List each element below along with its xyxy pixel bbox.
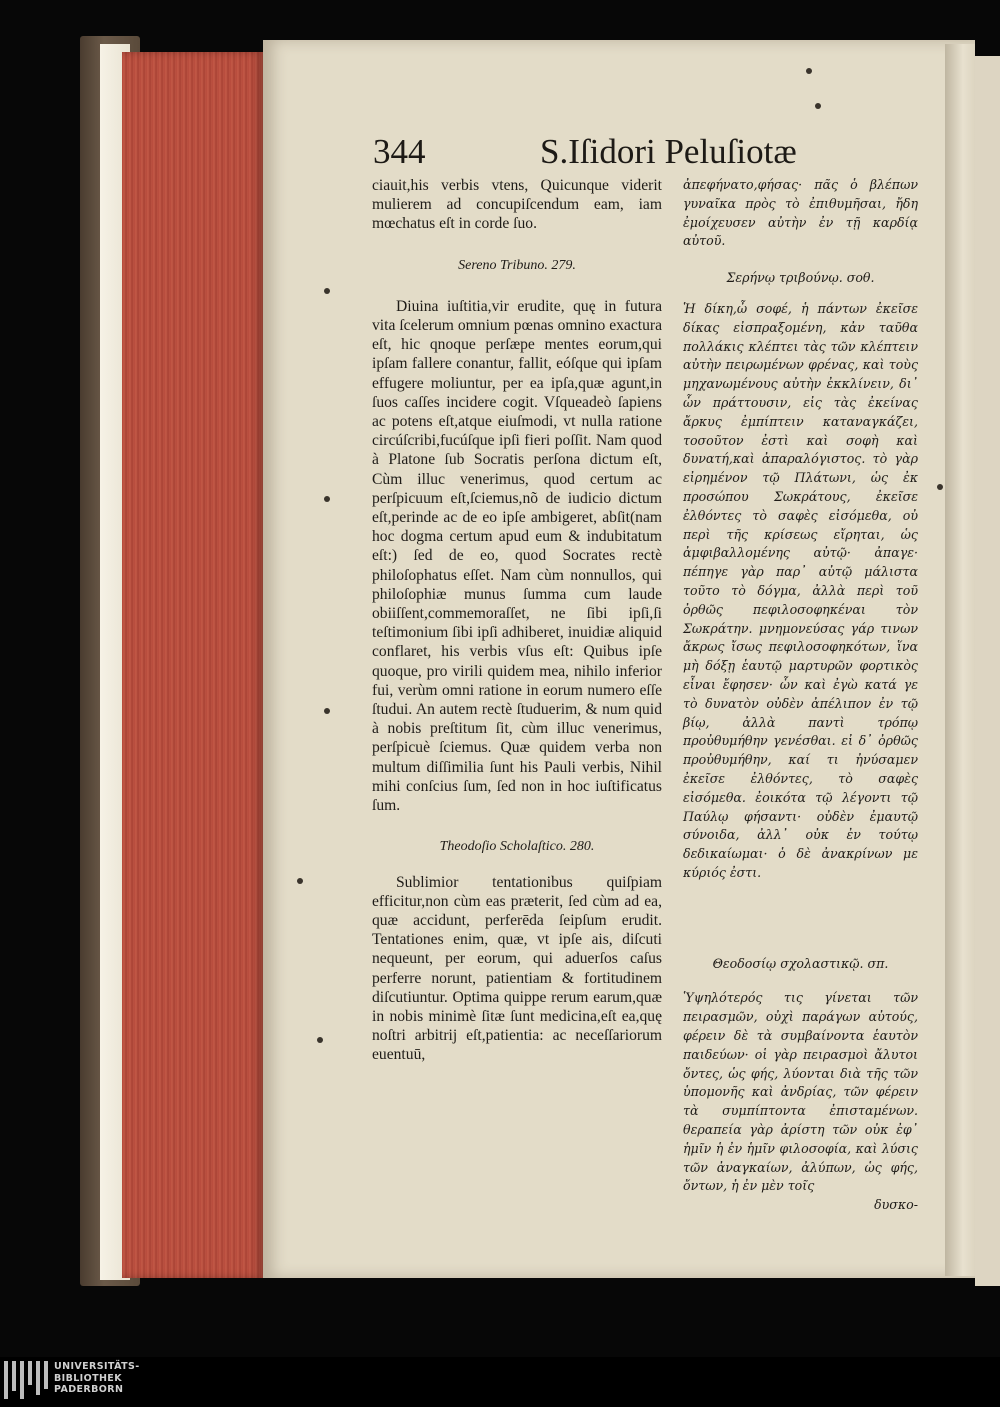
library-name-line-2: BIBLIOTHEK [54, 1372, 122, 1384]
library-name [54, 1361, 140, 1396]
red-page-edges [122, 52, 264, 1278]
latin-letter-279-text: Diuina iuſtitia,vir erudite, quę in futura vita ſcelerum omnium pœnas omnino exactura eſt, hic qnoque perſæpe mentes eorum,qui ipſam fallere conantur, fallit, eóſque qui ipſam effugere moliuntur, per ea ipſa,quæ agunt,in ſuos caſſes incidere cogit. Vſqueadeò ſapiens ac potens eſt,atque eiuſmodi, vt nulla ratione circúſcribi,fucúſque ipſi fieri poſſit. Nam quod à Platone ſub Socratis perſona dictum eſt, Cùm illuc venerimus, quod certum ac perſpicuum eſt,ſciemus,nõ de iudicio dictum eſt,perinde ac de eo ipſe ambigeret, abſit(nam hoc dogma certum apud eum & indubitatum eſt:) ſed de eo, quod Socrates rectè philoſophatus eſſet. Nam cùm nonnullos, qui philoſophiæ munus ſumma cum laude obiiſſent,commemoraſſet, ne ſibi ipſi,ſi teſtimonium ſibi ipſi adhiberet, inuidiæ aliquid conflaret, his verbis vſus eſt: Quibus ipſe quoque, pro virili quidem mea, nihilo inferior fui, verùm omni ratione in eorum numero eſſe ſtudui. An autem rectè ſtuduerim, & num quid à nobis preſtitum ſit, cùm illuc venerimus, perſpicuè ſciemus. Quæ quidem verba non multum diſſimilia ſunt his Pauli verbis, Nihil mihi conſcius ſum, ſed non in hoc iuſtificatus ſum. [372, 297, 662, 815]
binding-hole [324, 288, 330, 294]
latin-letter-280-heading: Theodoſio Scholaſtico. 280. [439, 839, 595, 855]
library-footer [0, 1357, 1000, 1407]
greek-letter-280-heading: Θεοδοσίῳ σχολαστικῷ. σπ. [712, 955, 889, 971]
latin-letter-279-heading: Sereno Tribuno. 279. [458, 257, 576, 273]
greek-letter-279-text: Ἡ δίκη,ὦ σοφέ, ἡ πάντων ἐκεῖσε δίκας εἰσπραξομένη, κἀν ταῦθα πολλάκις κλέπτει τὰς τῶν κλέπτειν αὐτὴν πειρωμένων φρένας, καὶ τοὺς μηχανωμένους αὐτὴν ἐκκλίνειν, δι᾽ ὧν πράττουσιν, εἰς τὰς ἐκείνας ἄρκυς ἐμπίπτειν καταναγκάζει, τοσοῦτον ἐστὶ καὶ σοφὴ καὶ δυνατή,καὶ ἀπαραλόγιστος. τὸ γὰρ εἰρημένον τῷ Πλάτωνι, ὡς ἐκ προσώπου Σωκράτους, ἐκεῖσε ἐλθόντες τὸ σαφὲς εἰσόμεθα, οὐ περὶ τῆς κρίσεως εἴρηται, ὡς ἀμφιβαλλομένης αὐτῷ· ἀπαγε· πέπηγε γὰρ παρ᾽ αὐτῷ μάλιστα τοῦτο τὸ δόγμα, ἀλλὰ περὶ τοῦ ὀρθῶς πεφιλοσοφηκέναι τὸν Σωκράτην. μνημονεύσας γάρ τινων ἄκρως ἴσως πεφιλοσοφηκότων, ἵνα μὴ δόξῃ ἑαυτῷ μαρτυρῶν φορτικὸς εἶναι ἔφησεν· ὧν καὶ ἐγὼ κατά γε τὸ δυνατὸν οὐδὲν ἀπέλιπον ἐν τῷ βίῳ, ἀλλὰ παντὶ τρόπῳ προὐθυμήθην γενέσθαι. εἰ δ᾽ ὀρθῶς προὐθυμήθην, καί τι ἠνύσαμεν ἐκεῖσε ἐλθόντες, τὸ σαφὲς εἰσόμεθα. ἐοικότα τῷ λέγοντι τῷ Παύλῳ φήσαντι· οὐδὲν ἐμαυτῷ σύνοιδα, ἀλλ᾽ οὐκ ἐν τούτῳ δεδικαίωμαι· ὁ δὲ ἀνακρίνων με κύριός ἐστι. [683, 300, 918, 880]
binding-hole [937, 484, 943, 490]
latin-column [372, 176, 662, 1065]
greek-letter-279-heading: Σερήνῳ τριβούνῳ. σοθ. [726, 270, 875, 286]
binding-hole [297, 878, 303, 884]
greek-intro-text: ἀπεφήνατο,φήσας· πᾶς ὁ βλέπων γυναῖκα πρὸς τὸ ἐπιθυμῆσαι, ἤδη ἐμοίχευσεν αὐτὴν ἐν τῇ καρδίᾳ αὐτοῦ. [683, 177, 918, 249]
running-title: S.Iſidori Peluſiotæ [540, 132, 797, 171]
latin-intro-text: ciauit,his verbis vtens, Quicunque viderit mulierem ad concupiſcendum eam, iam mœchatus eſt in corde ſuo. [372, 177, 662, 233]
latin-letter-280-text: Sublimior tentationibus quiſpiam efficitur,non cùm eas præterit, ſed cùm ad ea, quæ accidunt, perferēda ſeipſum erudit. Tentationes enim, quæ, vt ipſe ais, diſcuti nequeunt, per eorum, qui aduerſos caſus perferre norunt, patientiam & fortitudinem diſcutiuntur. Optima quippe rerum earum,quæ in nobis minimè ſitæ ſunt medicina,eſt ea,quę noſtri arbitrij eſt,patientia: ac neceſſariorum euentuū, [372, 873, 662, 1064]
binding-hole [324, 496, 330, 502]
library-logo-icon [4, 1361, 48, 1399]
gutter-shadow [945, 44, 975, 1276]
binding-hole [324, 708, 330, 714]
page-number: 344 [373, 132, 426, 171]
greek-letter-280-text: Ὑψηλότερός τις γίνεται τῶν πειρασμῶν, οὐχὶ παράγων αὐτούς, φέρειν δὲ τὰ συμβαίνοντα ἑαυτὸν παιδεύων· οἱ γὰρ πειρασμοὶ ἄλυτοι ὄντες, ὡς φής, λύονται διὰ τῆς τῶν ὑπομονῆς καὶ ἀνδρίας, τῶν φέρειν τὰ συμπίπτοντα ἐπισταμένων. θεραπεία γὰρ ἀρίστη τῶν οὐκ ἐφ᾽ ἡμῖν ἡ ἐν ἡμῖν φιλοσοφία, καὶ λύσις τῶν ἀναγκαίων, ἀλύπων, ὡς φής, ὄντων, ἡ ἐν μὲν τοῖς [683, 990, 918, 1194]
binding-hole [815, 103, 821, 109]
greek-catchword: δυσκο- [874, 1197, 918, 1213]
facing-page-edge [975, 56, 1000, 1286]
greek-column [683, 176, 918, 1215]
binding-hole [806, 68, 812, 74]
library-name-line-1: UNIVERSITÄTS- [54, 1361, 140, 1372]
library-name-line-3: PADERBORN [54, 1384, 124, 1395]
binding-hole [317, 1037, 323, 1043]
